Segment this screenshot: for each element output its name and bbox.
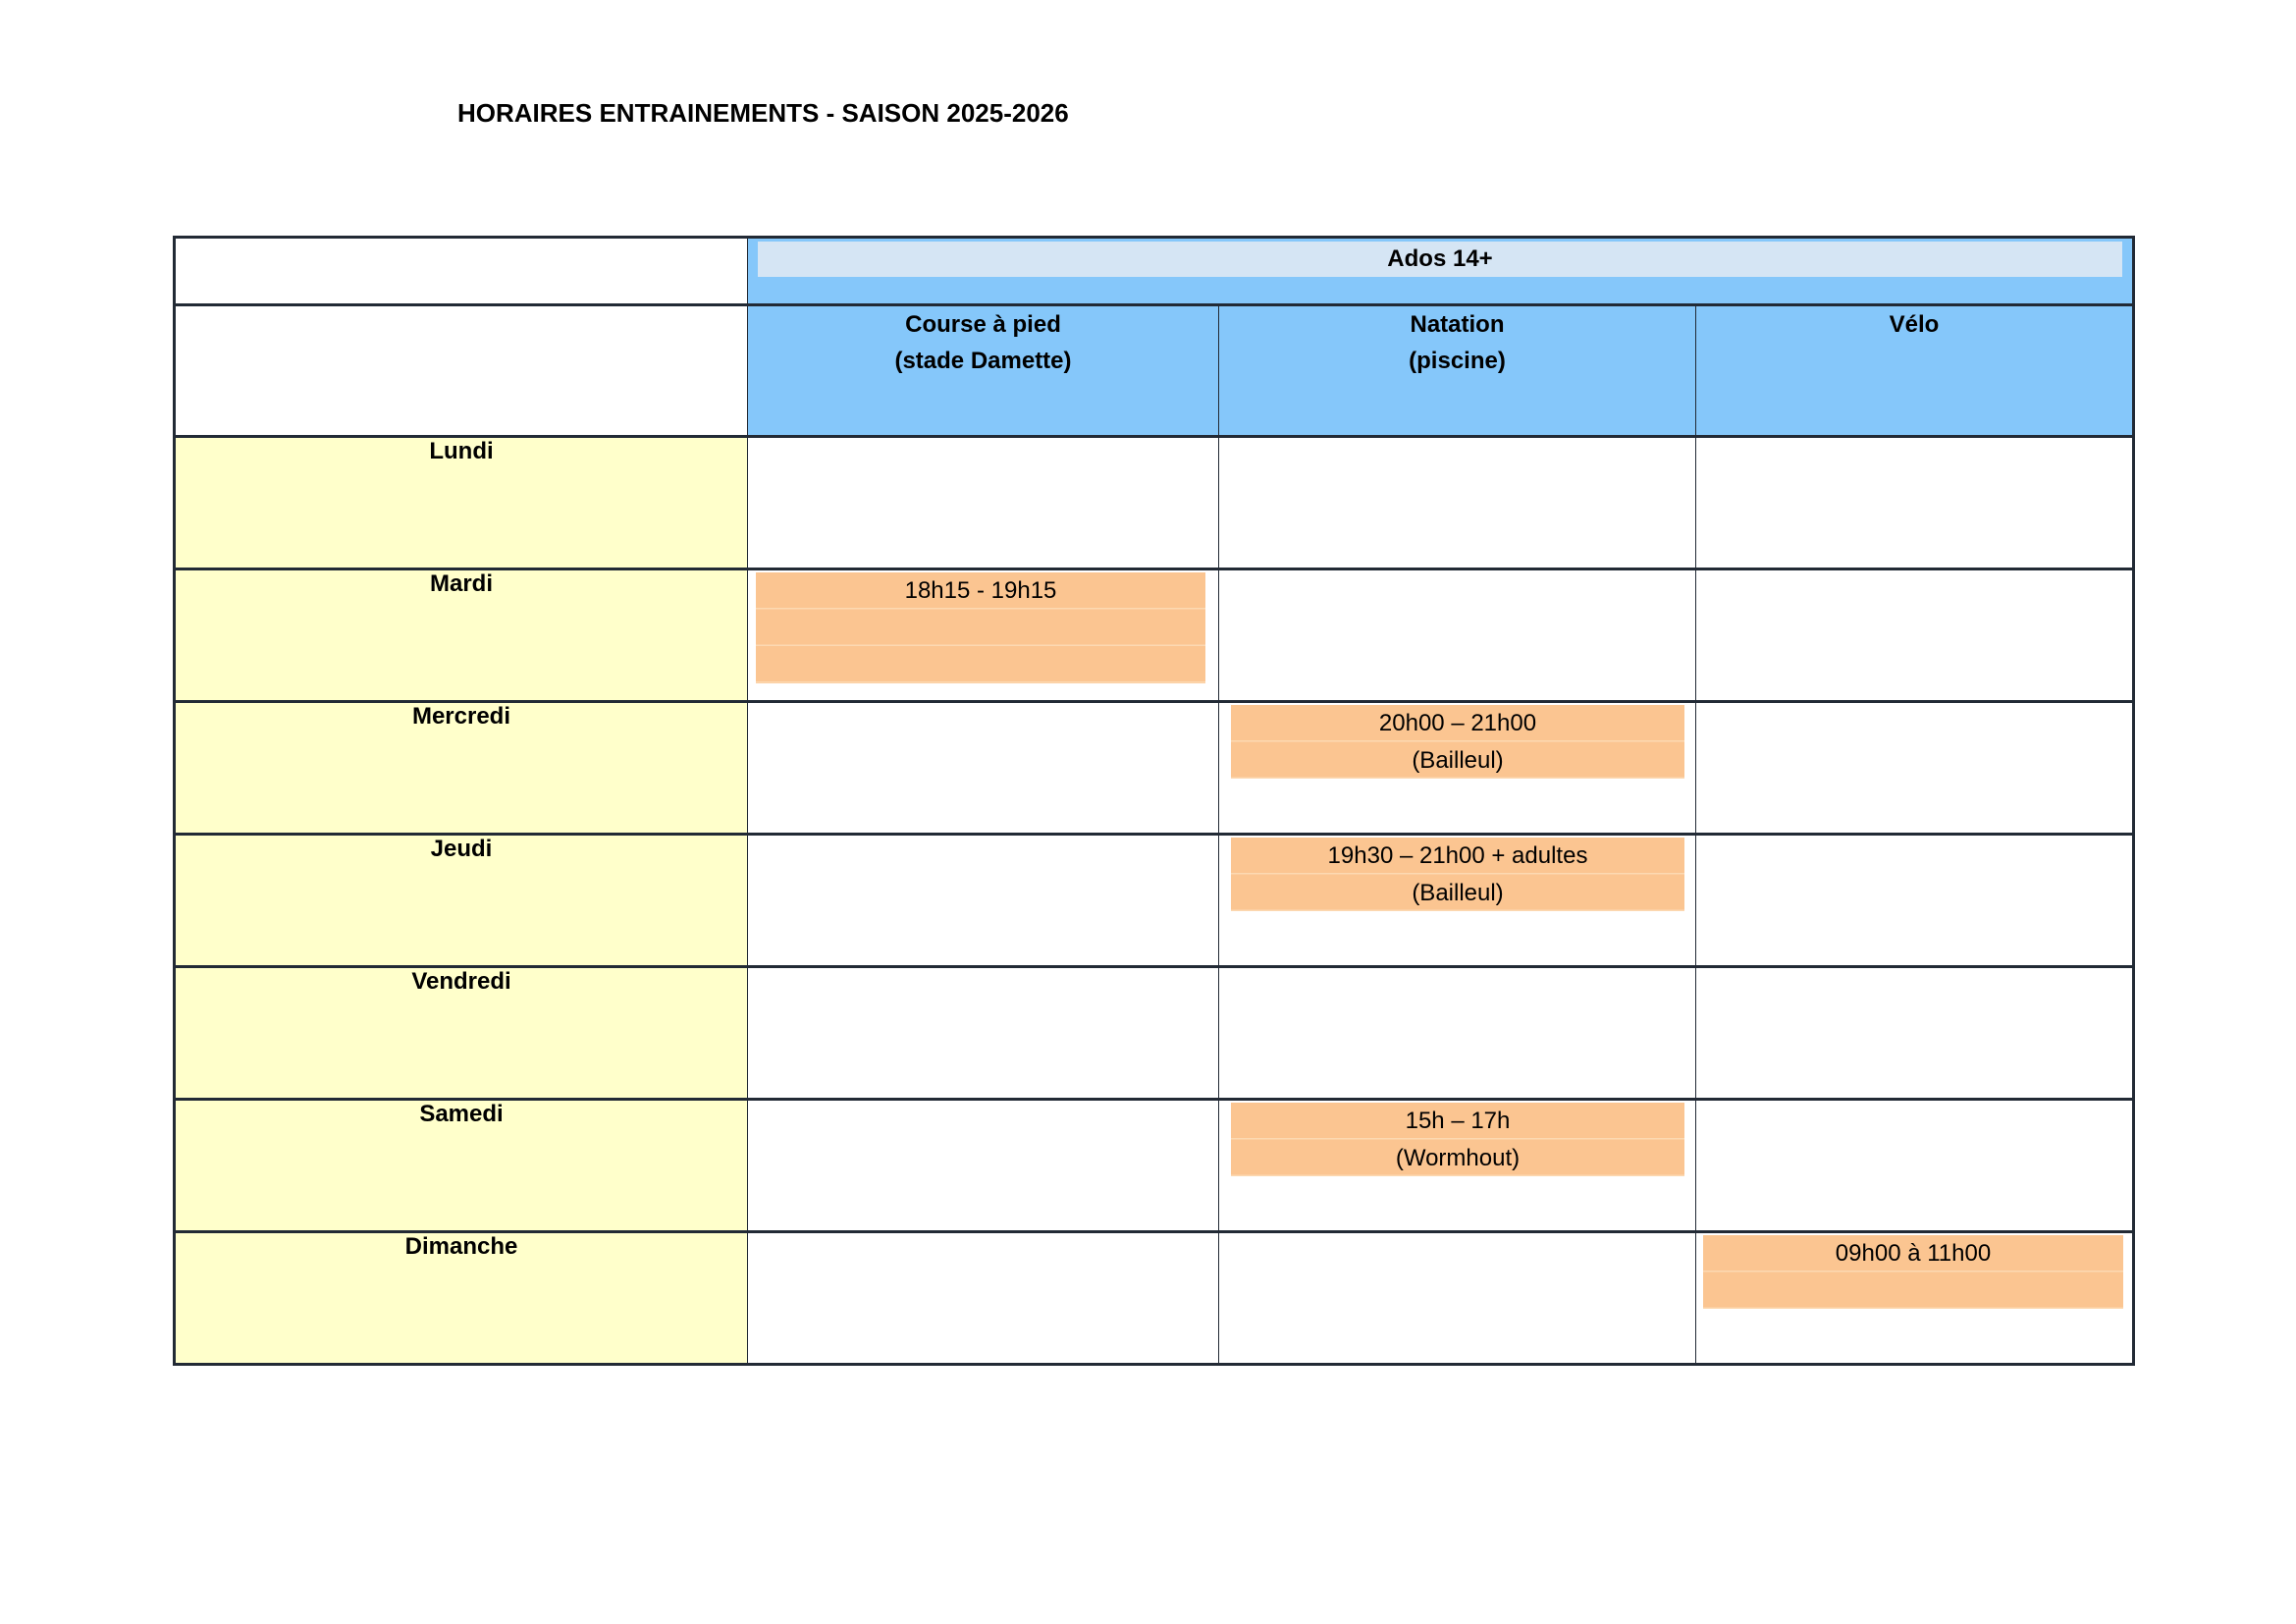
cell-dimanche-velo (1696, 1232, 2134, 1365)
day-label-dimanche: Dimanche (175, 1232, 748, 1365)
group-header-row (175, 238, 2134, 305)
time-slot-line: 15h – 17h (1405, 1108, 1511, 1134)
corner-cell-top (175, 238, 748, 305)
cell-mardi-course (748, 569, 1219, 702)
cell-mardi-natation (1219, 569, 1696, 702)
group-header-cell (748, 238, 2134, 305)
day-label-vendredi: Vendredi (175, 967, 748, 1100)
column-header-line: Course à pied (905, 311, 1061, 338)
cell-lundi-course (748, 437, 1219, 569)
cell-jeudi-course (748, 835, 1219, 967)
cell-samedi-velo (1696, 1100, 2134, 1232)
time-slot-samedi-natation (1231, 1103, 1684, 1176)
cell-vendredi-natation (1219, 967, 1696, 1100)
ados-header-band (758, 242, 2122, 277)
cell-samedi-course (748, 1100, 1219, 1232)
cell-lundi-natation (1219, 437, 1696, 569)
day-label-mardi: Mardi (175, 569, 748, 702)
time-slot-line: 20h00 – 21h00 (1378, 710, 1537, 736)
table-row-mercredi (175, 702, 2134, 835)
cell-dimanche-natation (1219, 1232, 1696, 1365)
time-slot-line: 18h15 - 19h15 (904, 577, 1057, 604)
column-header-course-a-pied (748, 305, 1219, 437)
cell-vendredi-course (748, 967, 1219, 1100)
column-header-line: Natation (1410, 311, 1505, 338)
column-header-velo (1696, 305, 2134, 437)
time-slot-mardi-course (756, 572, 1205, 683)
table-row-mardi (175, 569, 2134, 702)
time-slot-line: (Bailleul) (1412, 879, 1504, 906)
day-label-jeudi: Jeudi (175, 835, 748, 967)
table-row-lundi (175, 437, 2134, 569)
time-slot-line: 09h00 à 11h00 (1835, 1240, 1992, 1267)
time-slot-line: (Wormhout) (1395, 1144, 1521, 1171)
ados-header-label: Ados 14+ (1387, 245, 1493, 272)
page-title: HORAIRES ENTRAINEMENTS - SAISON 2025-2026 (457, 98, 1069, 128)
table-row-dimanche (175, 1232, 2134, 1365)
column-header-natation (1219, 305, 1696, 437)
cell-jeudi-natation (1219, 835, 1696, 967)
column-header-row (175, 305, 2134, 437)
table-row-vendredi (175, 967, 2134, 1100)
cell-mercredi-velo (1696, 702, 2134, 835)
day-label-lundi: Lundi (175, 437, 748, 569)
table-row-samedi (175, 1100, 2134, 1232)
time-slot-mercredi-natation (1231, 705, 1684, 779)
cell-dimanche-course (748, 1232, 1219, 1365)
table-row-jeudi (175, 835, 2134, 967)
corner-cell-bottom (175, 305, 748, 437)
cell-mercredi-natation (1219, 702, 1696, 835)
time-slot-line: 19h30 – 21h00 + adultes (1327, 842, 1588, 869)
time-slot-jeudi-natation (1231, 838, 1684, 911)
cell-vendredi-velo (1696, 967, 2134, 1100)
day-label-mercredi: Mercredi (175, 702, 748, 835)
cell-mercredi-course (748, 702, 1219, 835)
column-header-line: (piscine) (1409, 348, 1506, 374)
day-label-samedi: Samedi (175, 1100, 748, 1232)
training-schedule-table (173, 236, 2135, 1366)
cell-samedi-natation (1219, 1100, 1696, 1232)
cell-mardi-velo (1696, 569, 2134, 702)
column-header-line: Vélo (1889, 311, 1940, 338)
time-slot-line: (Bailleul) (1412, 746, 1504, 774)
cell-lundi-velo (1696, 437, 2134, 569)
column-header-line: (stade Damette) (894, 348, 1072, 374)
time-slot-dimanche-velo (1703, 1235, 2123, 1309)
cell-jeudi-velo (1696, 835, 2134, 967)
